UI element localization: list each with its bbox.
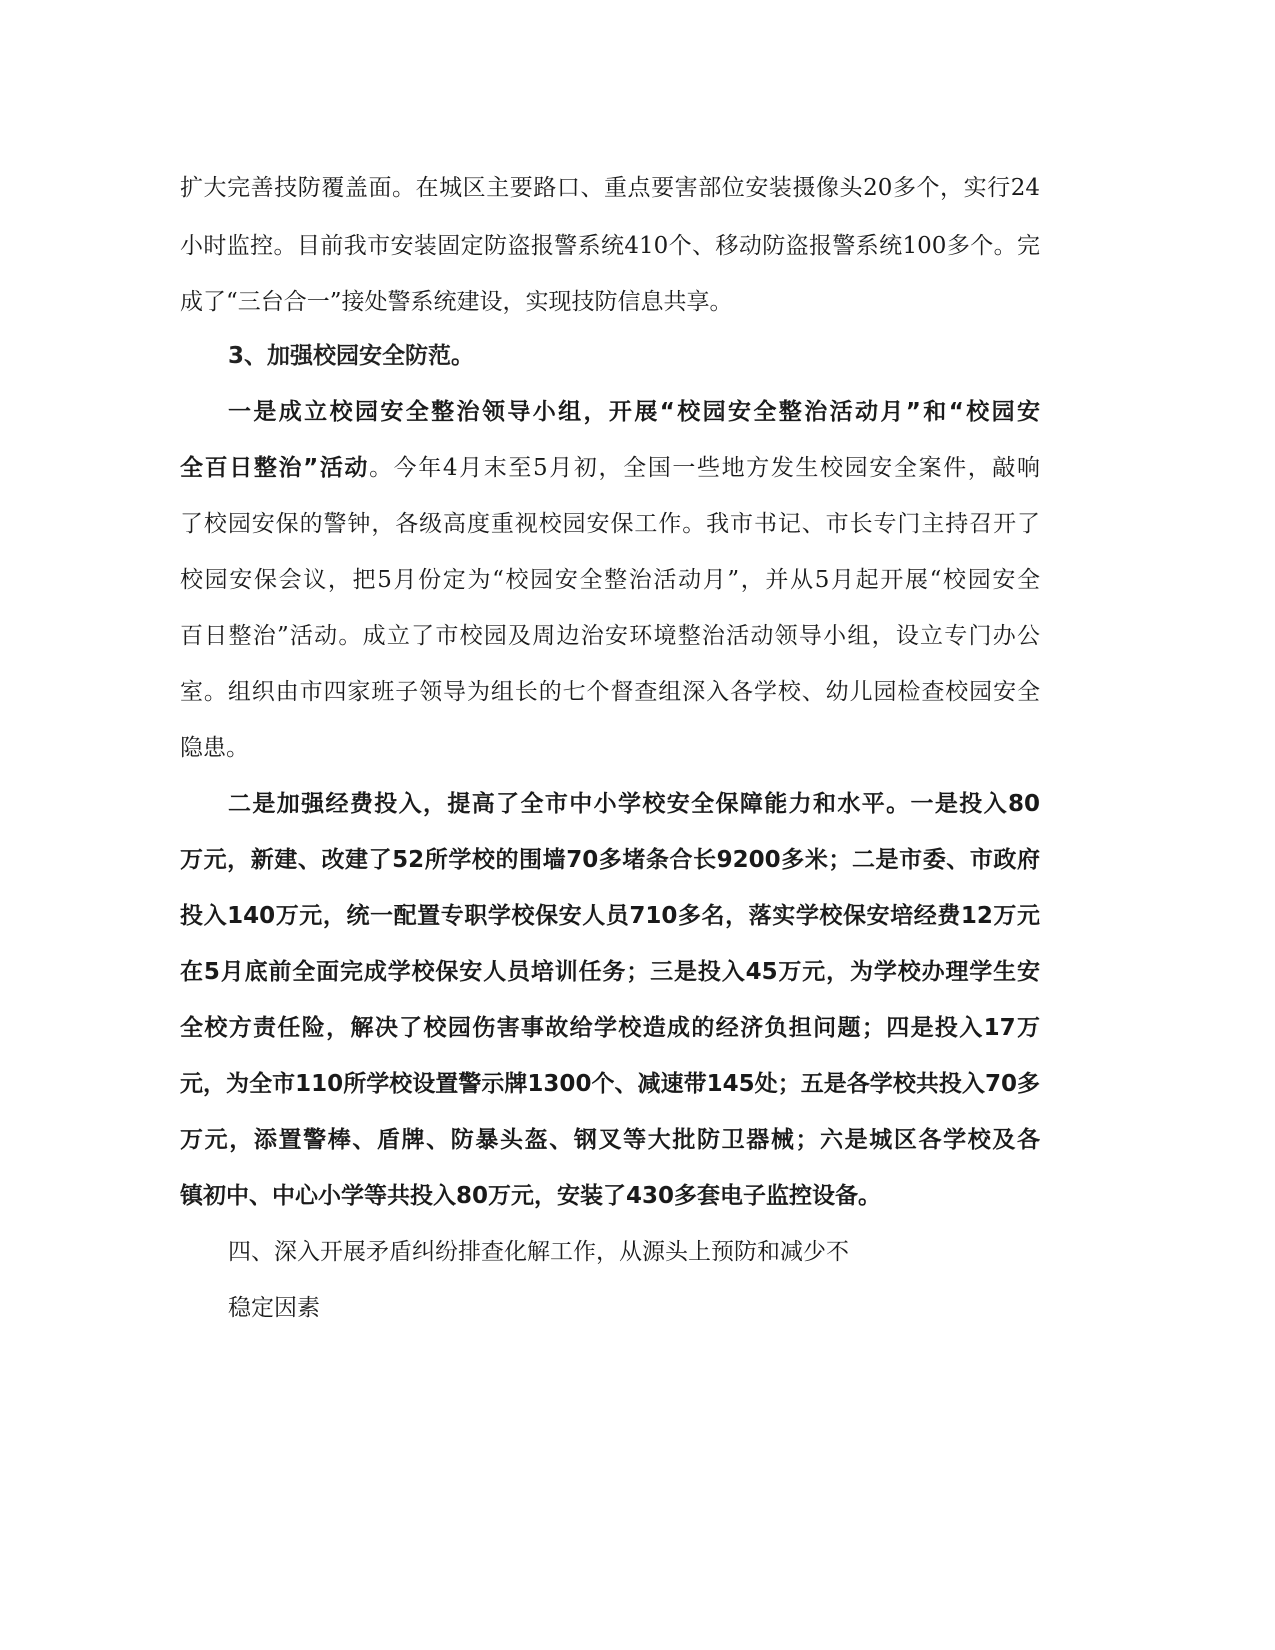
paragraph-3-line-7: 万元，添置警棒、盾牌、防暴头盔、钢叉等大批防卫器械；六是城区各学校及各 [180,1127,1040,1153]
paragraph-3-line-1: 二是加强经费投入，提高了全市中小学校安全保障能力和水平。一是投入80 [228,791,1040,817]
section-heading-4-line-1: 四、深入开展矛盾纠纷排查化解工作，从源头上预防和减少不 [228,1239,849,1265]
paragraph-1-line-2: 小时监控。目前我市安装固定防盗报警系统410个、移动防盗报警系统100多个。完 [180,233,1040,259]
paragraph-3-line-4: 在5月底前全面完成学校保安人员培训任务；三是投入45万元，为学校办理学生安 [180,959,1040,985]
section-heading-3: 3、加强校园安全防范。 [228,343,475,369]
paragraph-3-line-6: 元，为全市110所学校设置警示牌1300个、减速带145处；五是各学校共投入70多 [180,1071,1040,1097]
paragraph-2-bold-line-2: 全百日整治”活动 [180,455,370,481]
paragraph-2-line-7: 隐患。 [180,735,249,761]
paragraph-2-line-2-rest: 。今年4月末至5月初，全国一些地方发生校园安全案件，敲响 [369,455,1040,481]
paragraph-2-line-6: 室。组织由市四家班子领导为组长的七个督查组深入各学校、幼儿园检查校园安全 [180,679,1040,705]
paragraph-3-line-5: 全校方责任险，解决了校园伤害事故给学校造成的经济负担问题；四是投入17万 [180,1015,1040,1041]
paragraph-1-line-3: 成了“三台合一”接处警系统建设，实现技防信息共享。 [180,289,733,315]
paragraph-2-bold-line-1: 一是成立校园安全整治领导小组，开展“校园安全整治活动月”和“校园安 [228,399,1040,425]
section-heading-4-line-2: 稳定因素 [228,1295,320,1321]
paragraph-3-line-8: 镇初中、中心小学等共投入80万元，安装了430多套电子监控设备。 [180,1183,882,1209]
paragraph-2-line-4: 校园安保会议，把5月份定为“校园安全整治活动月”，并从5月起开展“校园安全 [180,567,1040,593]
paragraph-2-line-2 [180,452,1040,484]
paragraph-3-line-2: 万元，新建、改建了52所学校的围墙70多堵条合长9200多米；二是市委、市政府 [180,847,1040,873]
paragraph-2-line-3: 了校园安保的警钟，各级高度重视校园安保工作。我市书记、市长专门主持召开了 [180,511,1040,537]
paragraph-3-line-3: 投入140万元，统一配置专职学校保安人员710多名，落实学校保安培经费12万元 [180,903,1040,929]
paragraph-2-line-5: 百日整治”活动。成立了市校园及周边治安环境整治活动领导小组，设立专门办公 [180,623,1040,649]
paragraph-1-line-1: 扩大完善技防覆盖面。在城区主要路口、重点要害部位安装摄像头20多个，实行24 [180,175,1040,201]
